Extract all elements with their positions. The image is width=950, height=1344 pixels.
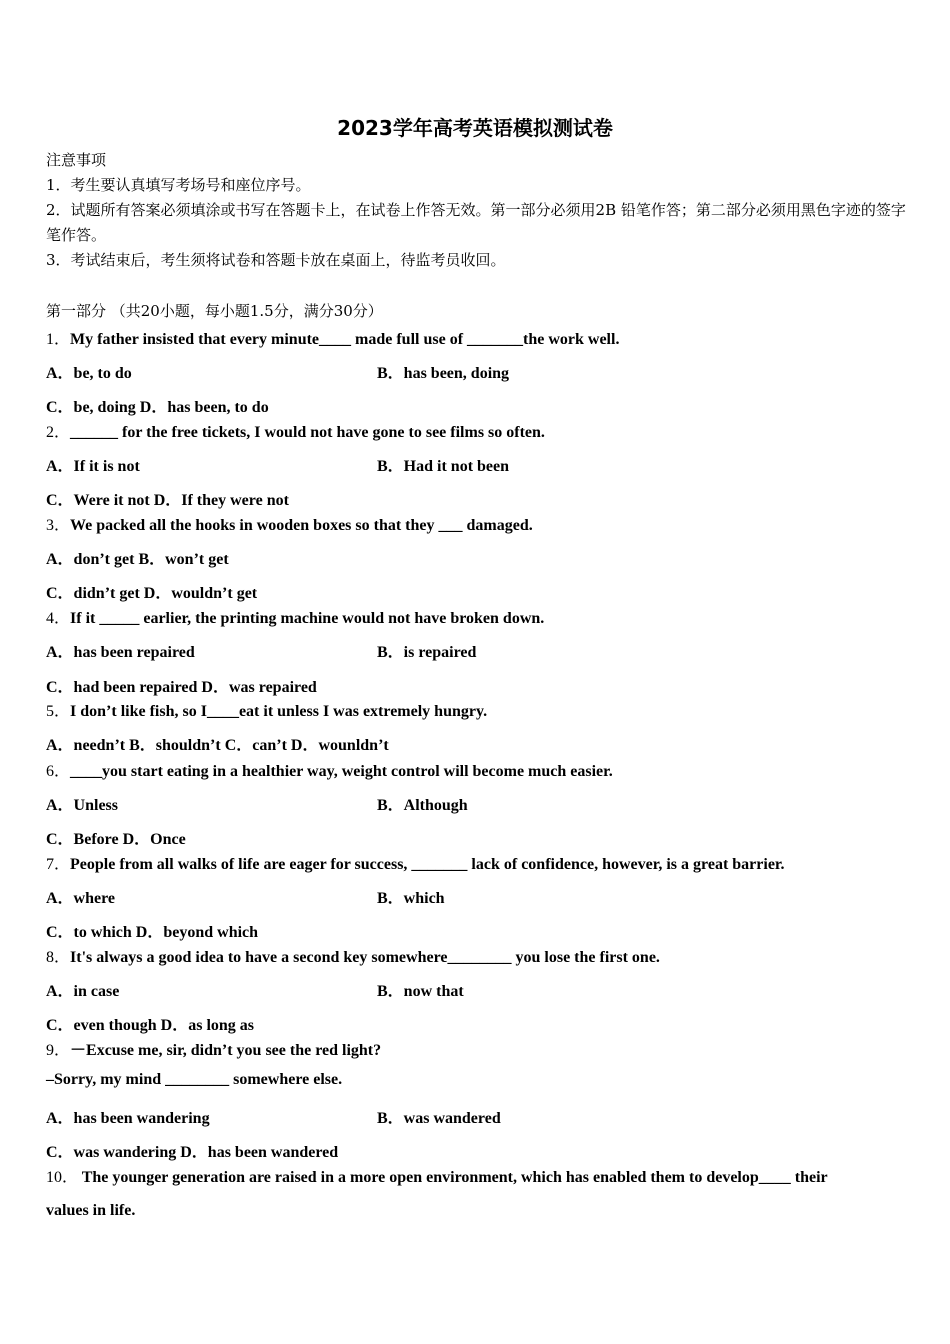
- question-stem: ____you start eating in a healthier way, weight control will become much easier.: [70, 763, 613, 780]
- question-number: 4．: [46, 610, 71, 627]
- option-a: A．If it is not: [46, 458, 140, 475]
- question-stem: It's always a good idea to have a second key somewhere________ you lose the first one.: [70, 949, 660, 966]
- notice-block: [46, 148, 916, 273]
- option-b: B．has been, doing: [377, 365, 510, 382]
- notice-item-1: 1．考生要认真填写考场号和座位序号。: [46, 176, 311, 194]
- page-title: 2023学年高考英语模拟测试卷: [337, 116, 613, 140]
- question-stem-continued: values in life.: [46, 1202, 136, 1219]
- question-6: [46, 758, 613, 781]
- option-a: A．in case: [46, 983, 120, 1000]
- option-b: B．which: [377, 890, 445, 907]
- option-b: B．Had it not been: [377, 458, 510, 475]
- question-stem: I don’t like fish, so I____eat it unless I was extremely hungry.: [70, 703, 488, 720]
- option-cd: C．to which D．beyond which: [46, 924, 259, 941]
- question-8: [46, 944, 660, 967]
- question-10: [46, 1164, 828, 1187]
- question-number: 10．: [46, 1169, 79, 1186]
- option-cd: C．Before D．Once: [46, 831, 186, 848]
- notice-heading: 注意事项: [46, 151, 107, 169]
- question-stem: My father insisted that every minute____ made full use of _______the work well.: [70, 331, 620, 348]
- question-number: 7．: [46, 856, 71, 873]
- question-stem: The younger generation are raised in a more open environment, which has enabled them to develop____ their: [78, 1169, 828, 1186]
- question-reply: –Sorry, my mind ________ somewhere else.: [46, 1071, 343, 1088]
- question-3: [46, 512, 533, 535]
- question-stem: ______ for the free tickets, I would not have gone to see films so often.: [70, 424, 545, 441]
- option-a: A．has been wandering: [46, 1110, 210, 1127]
- option-b: B．is repaired: [377, 644, 477, 661]
- option-cd: C．be, doing D．has been, to do: [46, 399, 269, 416]
- question-stem: If it _____ earlier, the printing machine would not have broken down.: [70, 610, 545, 627]
- question-number: 9．: [46, 1042, 71, 1059]
- section-heading: 第一部分 （共20小题，每小题1.5分，满分30分）: [46, 302, 383, 320]
- option-cd: C．Were it not D．If they were not: [46, 492, 289, 509]
- option-a: A．be, to do: [46, 365, 132, 382]
- question-stem: －Excuse me, sir, didn’t you see the red light?: [70, 1042, 382, 1059]
- notice-item-3: 3．考试结束后，考生须将试卷和答题卡放在桌面上，待监考员收回。: [46, 251, 506, 269]
- option-cd: C．had been repaired D．was repaired: [46, 679, 317, 696]
- option-b: B．was wandered: [377, 1110, 501, 1127]
- question-5: [46, 698, 487, 721]
- option-ab: A．don’t get B．won’t get: [46, 551, 229, 568]
- option-a: A．has been repaired: [46, 644, 195, 661]
- option-cd: C．was wandering D．has been wandered: [46, 1144, 339, 1161]
- question-number: 3．: [46, 517, 71, 534]
- question-stem: People from all walks of life are eager for success, _______ lack of confidence, however, is a great barrier.: [70, 856, 785, 873]
- question-number: 8．: [46, 949, 71, 966]
- option-cd: C．even though D．as long as: [46, 1017, 255, 1034]
- question-9: [46, 1037, 381, 1060]
- option-b: B．Although: [377, 797, 468, 814]
- question-1: [46, 326, 619, 349]
- question-number: 2．: [46, 424, 71, 441]
- question-number: 6．: [46, 763, 71, 780]
- option-a: A．Unless: [46, 797, 119, 814]
- option-b: B．now that: [377, 983, 464, 1000]
- question-4: [46, 605, 544, 628]
- option-abcd: A．needn’t B．shouldn’t C．can’t D．wounldn’t: [46, 737, 389, 754]
- option-cd: C．didn’t get D．wouldn’t get: [46, 585, 258, 602]
- question-number: 5．: [46, 703, 71, 720]
- question-2: [46, 419, 545, 442]
- option-a: A．where: [46, 890, 116, 907]
- question-stem: We packed all the hooks in wooden boxes so that they ___ damaged.: [70, 517, 533, 534]
- question-7: [46, 851, 785, 874]
- notice-item-2: 2．试题所有答案必须填涂或书写在答题卡上，在试卷上作答无效。第一部分必须用2B 铅笔作答；第二部分必须用黑色字迹的签字笔作答。: [46, 201, 906, 244]
- question-number: 1．: [46, 331, 71, 348]
